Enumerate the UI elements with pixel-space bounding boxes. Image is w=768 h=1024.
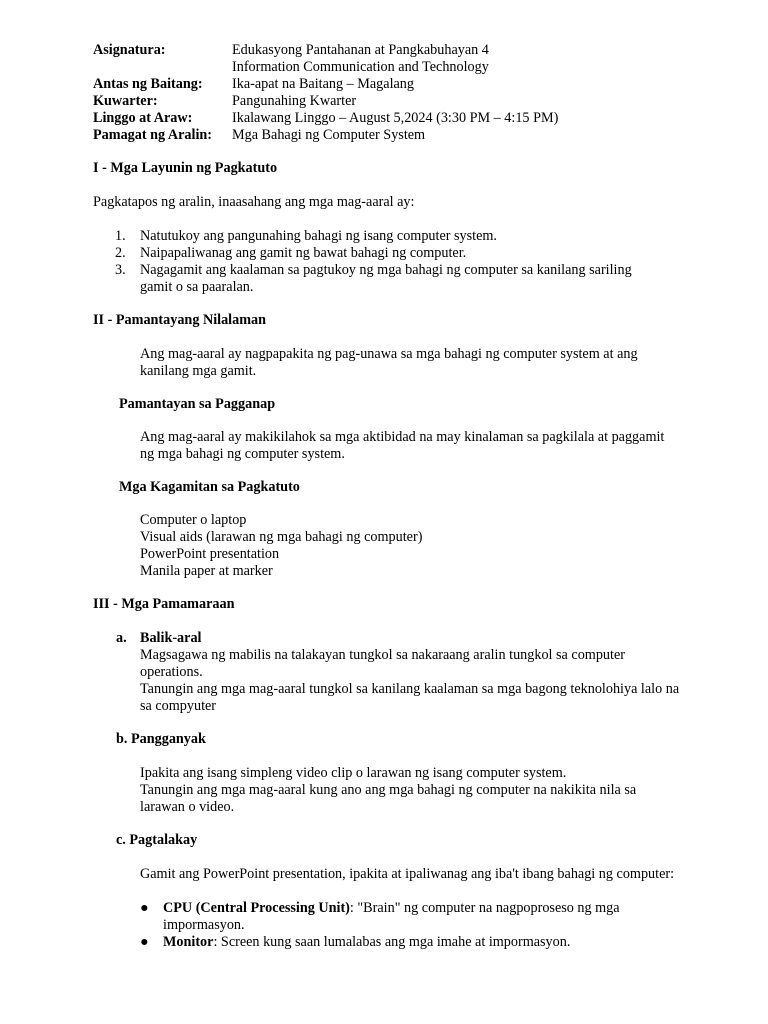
motivation-line: Ipakita ang isang simpleng video clip o larawan ng isang computer system. — [140, 765, 567, 781]
header-value — [232, 42, 632, 76]
header-value — [232, 76, 632, 93]
review-label: Balik-aral — [140, 630, 202, 646]
review-title — [116, 630, 768, 647]
discussion-intro: Gamit ang PowerPoint presentation, ipakita at ipaliwanag ang iba't ibang bahagi ng computer: — [140, 866, 675, 882]
list-number: 2. — [115, 245, 126, 261]
header-key: Asignatura: — [93, 42, 166, 58]
content-standard-text: Ang mag-aaral ay nagpapakita ng pag-unawa sa mga bahagi ng computer system at ang kanilang mga gamit. — [140, 346, 638, 379]
objective-text: Naipapaliwanag ang gamit ng bawat bahagi ng computer. — [140, 245, 467, 261]
header-row-grade — [93, 76, 768, 93]
objectives-list — [93, 228, 768, 296]
list-item — [93, 900, 683, 934]
review-body — [140, 647, 680, 715]
term: Monitor — [163, 934, 214, 950]
learning-materials-title: Mga Kagamitan sa Pagkatuto — [119, 479, 300, 495]
description: : Screen kung saan lumalabas ang mga imahe at impormasyon. — [213, 934, 571, 950]
header-value-line: Mga Bahagi ng Computer System — [232, 127, 426, 143]
bullet-icon: ● — [140, 934, 149, 950]
objective-text: Natutukoy ang pangunahing bahagi ng isang computer system. — [140, 228, 497, 244]
list-number: 3. — [115, 262, 126, 278]
header-key: Antas ng Baitang: — [93, 76, 203, 92]
header-value — [232, 93, 632, 110]
computer-parts-list — [93, 900, 768, 951]
header-value-line: Pangunahing Kwarter — [232, 93, 357, 109]
materials-list — [140, 512, 680, 580]
header-value-line: Information Communication and Technology — [232, 59, 489, 75]
header-key: Kuwarter: — [93, 93, 158, 109]
bullet-icon: ● — [140, 900, 149, 916]
list-item: PowerPoint presentation — [140, 546, 280, 562]
header-key: Pamagat ng Aralin: — [93, 127, 213, 143]
header-value — [232, 110, 632, 127]
header-info — [93, 42, 768, 144]
header-row-lesson-title — [93, 127, 768, 144]
performance-standard-title: Pamantayan sa Pagganap — [119, 396, 276, 412]
discussion-title: c. Pagtalakay — [116, 832, 198, 848]
header-value-line: Ika-apat na Baitang – Magalang — [232, 76, 414, 92]
header-row-subject — [93, 42, 768, 76]
motivation-title: b. Pangganyak — [116, 731, 206, 747]
header-value-line: Edukasyong Pantahanan at Pangkabuhayan 4 — [232, 42, 489, 58]
motivation-line: Tanungin ang mga mag-aaral kung ano ang mga bahagi ng computer na nakikita nila sa larawan o video. — [140, 782, 637, 815]
performance-standard-text: Ang mag-aaral ay makikilahok sa mga aktibidad na may kinalaman sa pagkilala at paggamit ng mga bahagi ng computer system. — [140, 429, 665, 462]
list-number: 1. — [115, 228, 126, 244]
header-row-quarter — [93, 93, 768, 110]
review-line: Magsagawa ng mabilis na talakayan tungkol sa nakaraang aralin tungkol sa computer operations. — [140, 647, 625, 680]
objective-text: Nagagamit ang kaalaman sa pagtukoy ng mga bahagi ng computer sa kanilang sariling gamit o sa paaralan. — [140, 262, 632, 295]
header-key: Linggo at Araw: — [93, 110, 193, 126]
header-value — [232, 127, 632, 144]
section-procedures-title: III - Mga Pamamaraan — [93, 596, 235, 612]
discussion-block — [116, 832, 768, 849]
section-objectives-title: I - Mga Layunin ng Pagkatuto — [93, 160, 278, 176]
list-item: Computer o laptop — [140, 512, 247, 528]
list-item — [93, 262, 640, 296]
list-marker: a. — [116, 630, 127, 646]
list-item: Visual aids (larawan ng mga bahagi ng computer) — [140, 529, 423, 545]
objectives-intro: Pagkatapos ng aralin, inaasahang ang mga mag-aaral ay: — [93, 194, 415, 210]
review-line: Tanungin ang mga mag-aaral tungkol sa kanilang kaalaman sa mga bagong teknolohiya lalo na sa compyuter — [140, 681, 680, 714]
list-item — [93, 245, 640, 262]
term: CPU (Central Processing Unit) — [163, 900, 350, 916]
motivation-block — [116, 731, 768, 748]
header-row-week-day — [93, 110, 768, 127]
list-item — [93, 228, 640, 245]
list-item — [93, 934, 683, 951]
review-block — [116, 630, 768, 647]
description: : "Brain" ng computer na nagpoproseso ng mga impormasyon. — [163, 900, 620, 933]
list-item: Manila paper at marker — [140, 563, 273, 579]
motivation-body — [140, 765, 680, 816]
header-value-line: Ikalawang Linggo – August 5,2024 (3:30 PM – 4:15 PM) — [232, 110, 559, 126]
section-content-standard-title: II - Pamantayang Nilalaman — [93, 312, 267, 328]
